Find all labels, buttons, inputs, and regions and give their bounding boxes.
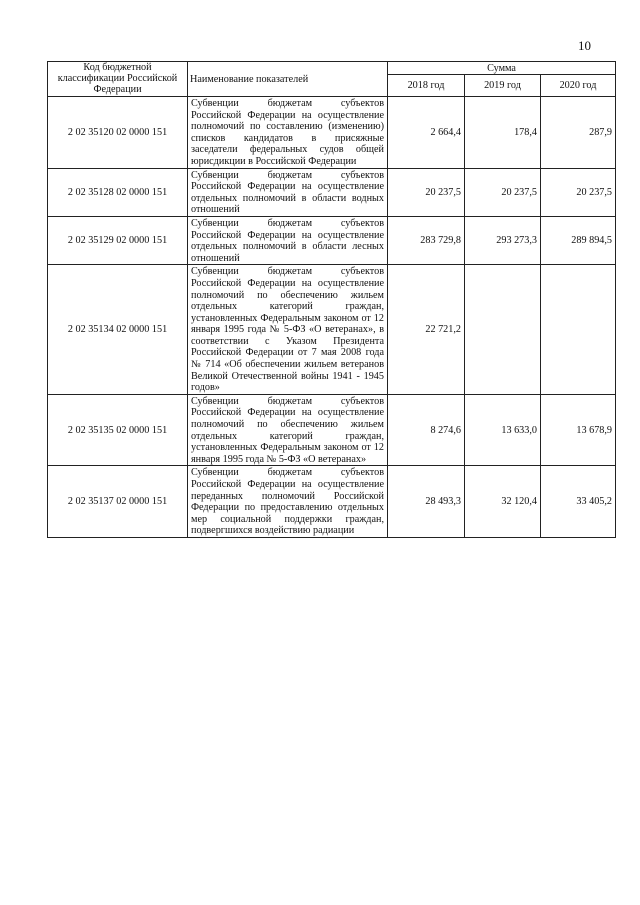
row-value-2019: 178,4 <box>465 97 541 169</box>
row-value-2018: 2 664,4 <box>388 97 465 169</box>
table-row <box>48 216 616 264</box>
row-value-2019 <box>465 265 541 395</box>
table-row <box>48 168 616 216</box>
row-code: 2 02 35120 02 0000 151 <box>48 97 188 169</box>
header-year-2018: 2018 год <box>388 75 465 97</box>
row-value-2020: 287,9 <box>541 97 616 169</box>
row-value-2019: 32 120,4 <box>465 466 541 538</box>
row-value-2019: 20 237,5 <box>465 168 541 216</box>
header-name: Наименование показателей <box>188 62 388 97</box>
row-value-2018: 22 721,2 <box>388 265 465 395</box>
row-value-2020: 13 678,9 <box>541 394 616 466</box>
row-name: Субвенции бюджетам субъектов Российской Федерации на осуществление полномочий по обеспечению жильем отдельных категорий граждан, установленных Федеральным законом от 12 января 1995 года № 5-ФЗ «О ветеранах», в соответствии с Указом Президента Российской Федерации от 7 мая 2008 года № 714 «Об обеспечении жильем ветеранов Великой Отечественной войны 1941 - 1945 годов» <box>188 265 388 395</box>
row-value-2020: 33 405,2 <box>541 466 616 538</box>
table-row <box>48 394 616 466</box>
row-code: 2 02 35128 02 0000 151 <box>48 168 188 216</box>
row-value-2020: 289 894,5 <box>541 216 616 264</box>
row-value-2018: 8 274,6 <box>388 394 465 466</box>
row-code: 2 02 35129 02 0000 151 <box>48 216 188 264</box>
row-value-2020: 20 237,5 <box>541 168 616 216</box>
row-value-2018: 283 729,8 <box>388 216 465 264</box>
row-name: Субвенции бюджетам субъектов Российской Федерации на осуществление полномочий по составлению (изменению) списков кандидатов в присяжные заседатели федеральных судов общей юрисдикции в Российской Федерации <box>188 97 388 169</box>
row-value-2019: 293 273,3 <box>465 216 541 264</box>
row-name: Субвенции бюджетам субъектов Российской Федерации на осуществление переданных полномочий Российской Федерации по предоставлению отдельных мер социальной поддержки граждан, подвергшихся воздействию радиации <box>188 466 388 538</box>
header-year-2019: 2019 год <box>465 75 541 97</box>
row-value-2018: 28 493,3 <box>388 466 465 538</box>
table-row <box>48 97 616 169</box>
row-value-2019: 13 633,0 <box>465 394 541 466</box>
row-code: 2 02 35135 02 0000 151 <box>48 394 188 466</box>
table-row <box>48 466 616 538</box>
row-name: Субвенции бюджетам субъектов Российской Федерации на осуществление полномочий по обеспечению жильем отдельных категорий граждан, установленных Федеральным законом от 12 января 1995 года № 5-ФЗ «О ветеранах» <box>188 394 388 466</box>
page-number: 10 <box>578 38 591 53</box>
header-code: Код бюджетной классификации Российской Федерации <box>48 62 188 97</box>
header-year-2020: 2020 год <box>541 75 616 97</box>
budget-table <box>47 61 616 538</box>
row-value-2020 <box>541 265 616 395</box>
row-code: 2 02 35134 02 0000 151 <box>48 265 188 395</box>
row-name: Субвенции бюджетам субъектов Российской Федерации на осуществление отдельных полномочий в области водных отношений <box>188 168 388 216</box>
table-row <box>48 265 616 395</box>
row-code: 2 02 35137 02 0000 151 <box>48 466 188 538</box>
row-value-2018: 20 237,5 <box>388 168 465 216</box>
row-name: Субвенции бюджетам субъектов Российской Федерации на осуществление отдельных полномочий в области лесных отношений <box>188 216 388 264</box>
header-sum: Сумма <box>388 62 616 75</box>
